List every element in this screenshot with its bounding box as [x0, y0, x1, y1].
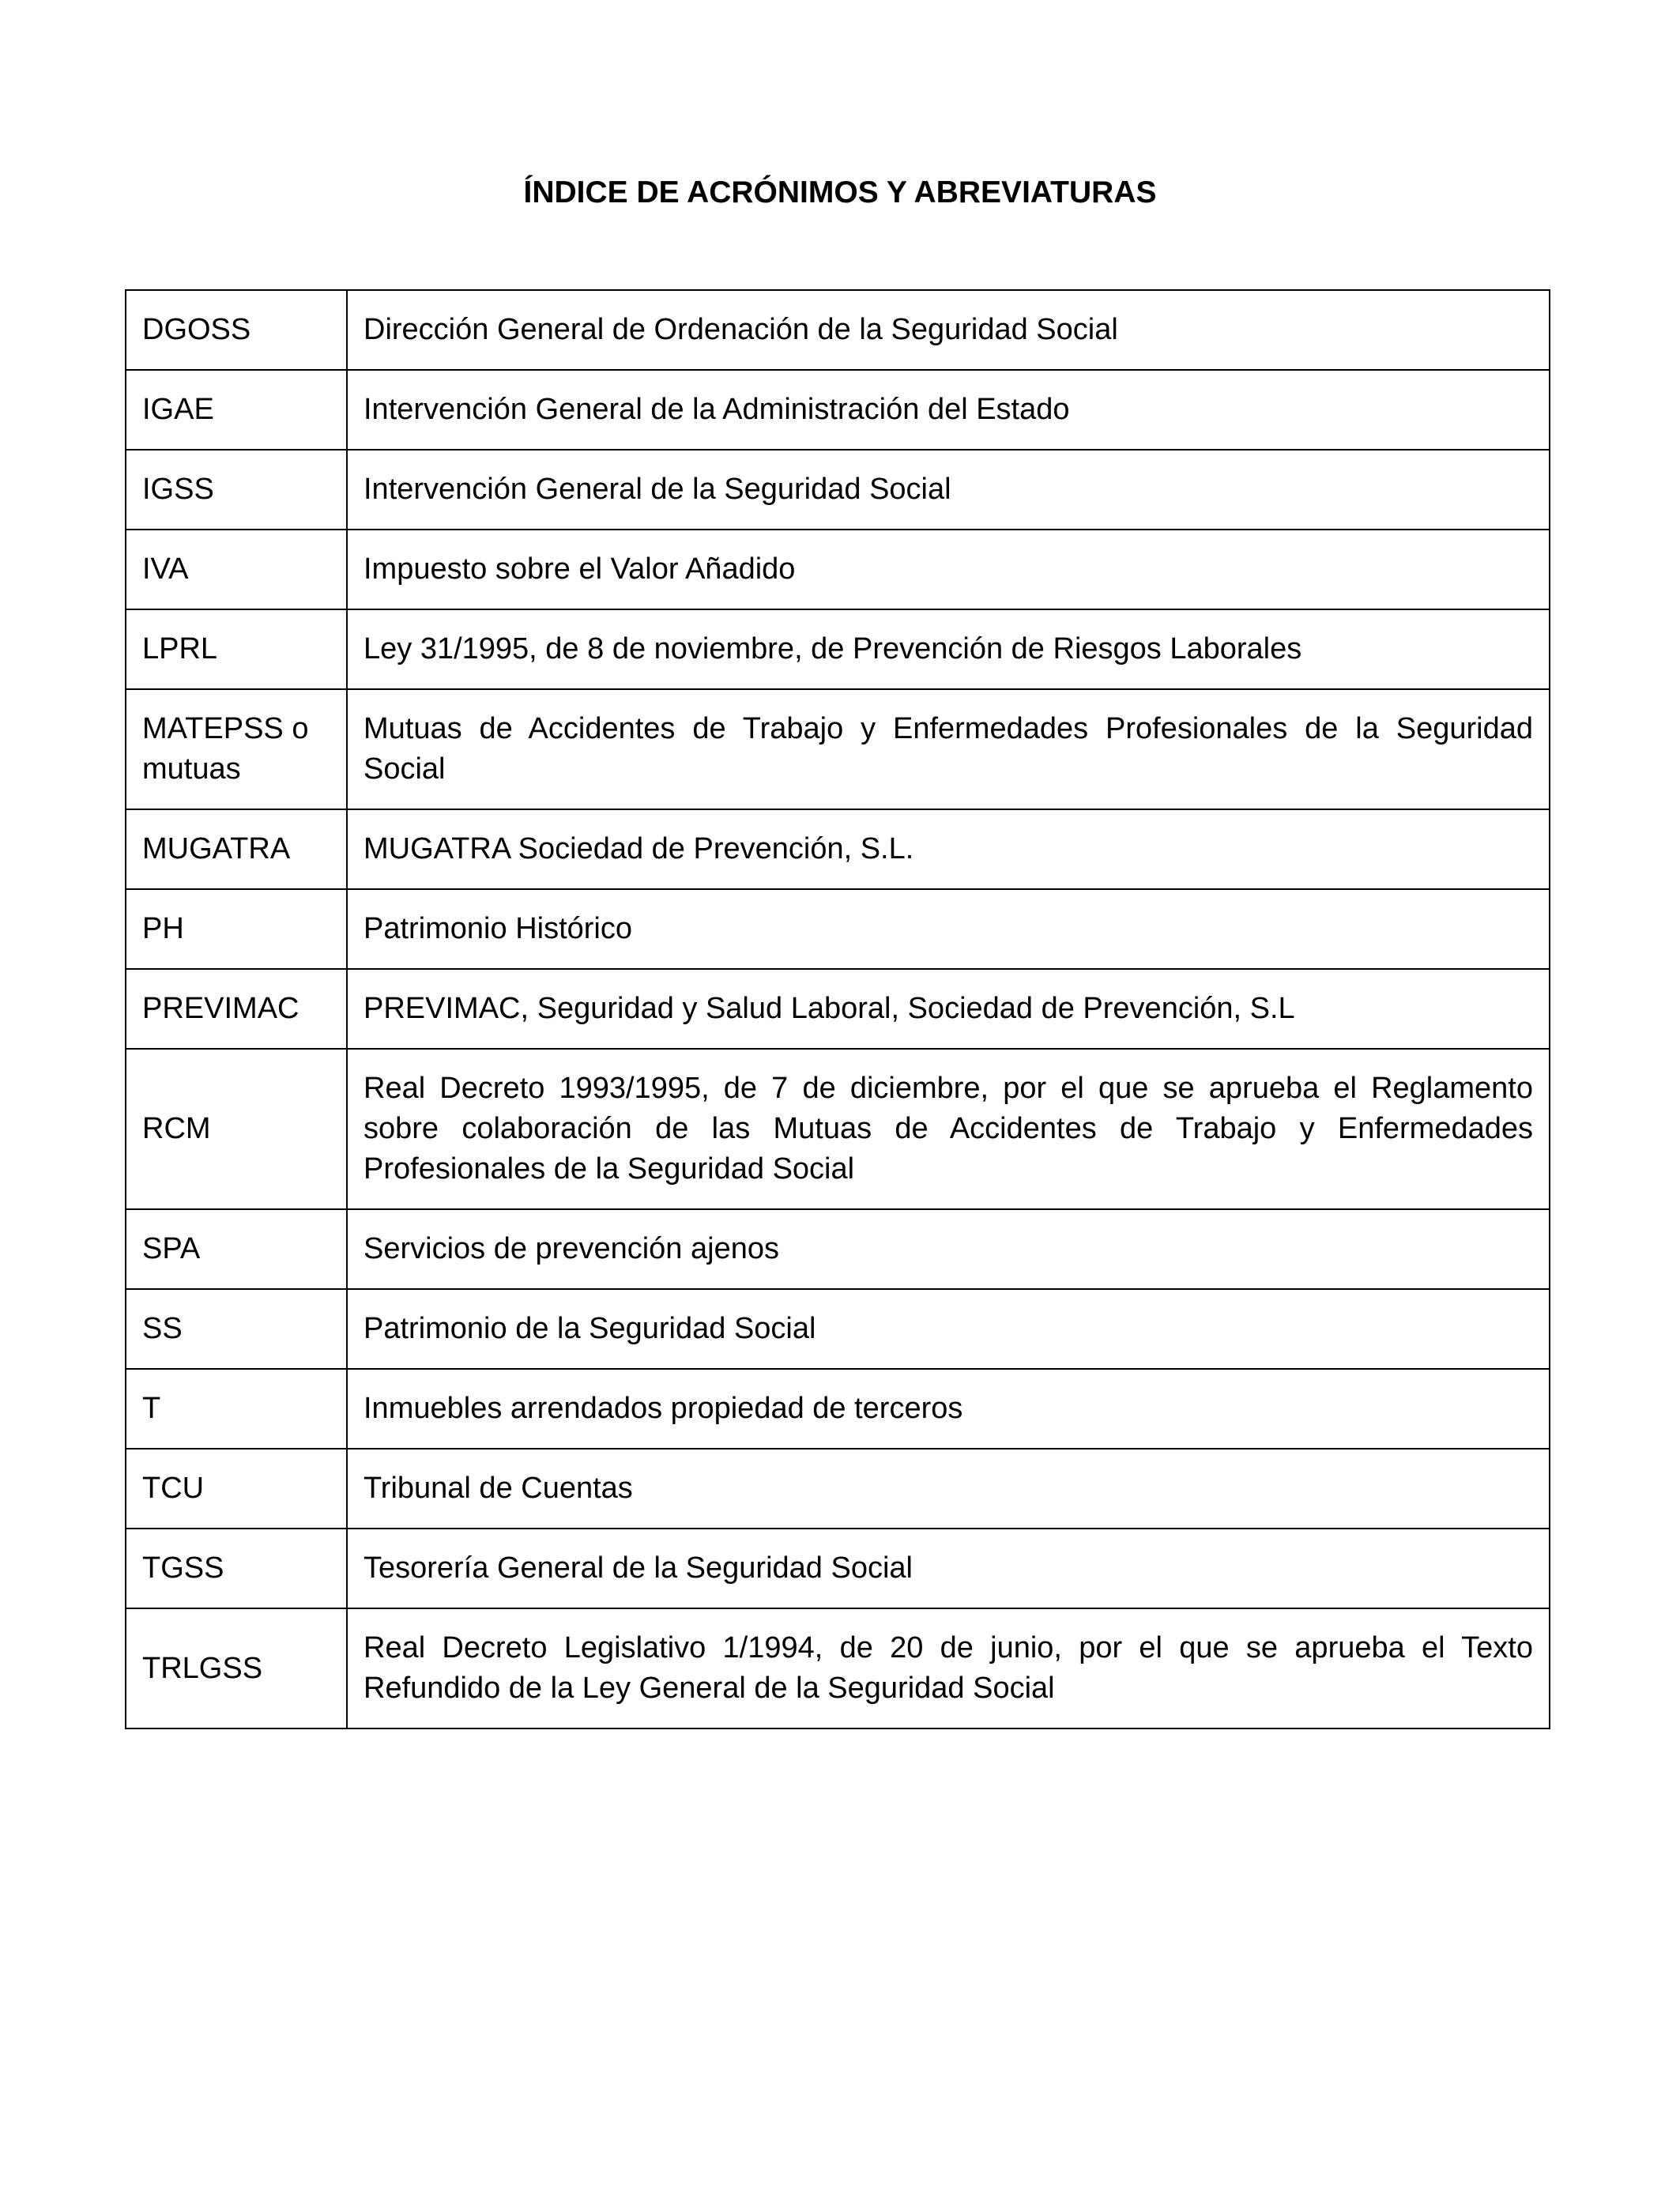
meaning-cell: Intervención General de la Administración del Estado — [347, 370, 1550, 450]
acronym-cell: IVA — [126, 530, 347, 609]
meaning-cell: Tribunal de Cuentas — [347, 1449, 1550, 1529]
table-row — [126, 809, 1550, 889]
acronym-cell: IGAE — [126, 370, 347, 450]
table-row — [126, 1529, 1550, 1608]
table-row — [126, 609, 1550, 689]
acronym-cell: DGOSS — [126, 290, 347, 370]
meaning-cell: PREVIMAC, Seguridad y Salud Laboral, Sociedad de Prevención, S.L — [347, 969, 1550, 1049]
acronym-cell: MUGATRA — [126, 809, 347, 889]
meaning-cell: Impuesto sobre el Valor Añadido — [347, 530, 1550, 609]
table-row — [126, 1369, 1550, 1449]
table-row — [126, 370, 1550, 450]
table-row — [126, 450, 1550, 530]
acronym-table — [125, 289, 1550, 1729]
acronym-cell: PREVIMAC — [126, 969, 347, 1049]
table-row — [126, 1449, 1550, 1529]
table-row — [126, 889, 1550, 969]
meaning-cell: Real Decreto 1993/1995, de 7 de diciembre, por el que se aprueba el Reglamento sobre colaboración de las Mutuas de Accidentes de Trabajo y Enfermedades Profesionales de la Seguridad Social — [347, 1049, 1550, 1209]
table-row — [126, 530, 1550, 609]
meaning-cell: Inmuebles arrendados propiedad de terceros — [347, 1369, 1550, 1449]
acronym-cell: T — [126, 1369, 347, 1449]
table-row — [126, 969, 1550, 1049]
acronym-cell: RCM — [126, 1049, 347, 1209]
acronym-cell: TCU — [126, 1449, 347, 1529]
meaning-cell: MUGATRA Sociedad de Prevención, S.L. — [347, 809, 1550, 889]
acronym-cell: SPA — [126, 1209, 347, 1289]
meaning-cell: Patrimonio Histórico — [347, 889, 1550, 969]
acronym-cell: IGSS — [126, 450, 347, 530]
table-row — [126, 1209, 1550, 1289]
table-row — [126, 1049, 1550, 1209]
meaning-cell: Dirección General de Ordenación de la Seguridad Social — [347, 290, 1550, 370]
acronym-cell: PH — [126, 889, 347, 969]
table-row — [126, 1608, 1550, 1728]
acronym-cell: SS — [126, 1289, 347, 1369]
meaning-cell: Real Decreto Legislativo 1/1994, de 20 de junio, por el que se aprueba el Texto Refundido de la Ley General de la Seguridad Social — [347, 1608, 1550, 1728]
meaning-cell: Ley 31/1995, de 8 de noviembre, de Prevención de Riesgos Laborales — [347, 609, 1550, 689]
table-row — [126, 689, 1550, 809]
meaning-cell: Tesorería General de la Seguridad Social — [347, 1529, 1550, 1608]
meaning-cell: Servicios de prevención ajenos — [347, 1209, 1550, 1289]
meaning-cell: Patrimonio de la Seguridad Social — [347, 1289, 1550, 1369]
meaning-cell: Mutuas de Accidentes de Trabajo y Enfermedades Profesionales de la Seguridad Social — [347, 689, 1550, 809]
table-row — [126, 290, 1550, 370]
page-title: ÍNDICE DE ACRÓNIMOS Y ABREVIATURAS — [523, 175, 1157, 209]
acronym-cell: MATEPSS o mutuas — [126, 689, 347, 809]
table-row — [126, 1289, 1550, 1369]
acronym-cell: TGSS — [126, 1529, 347, 1608]
meaning-cell: Intervención General de la Seguridad Social — [347, 450, 1550, 530]
acronym-cell: LPRL — [126, 609, 347, 689]
acronym-cell: TRLGSS — [126, 1608, 347, 1728]
